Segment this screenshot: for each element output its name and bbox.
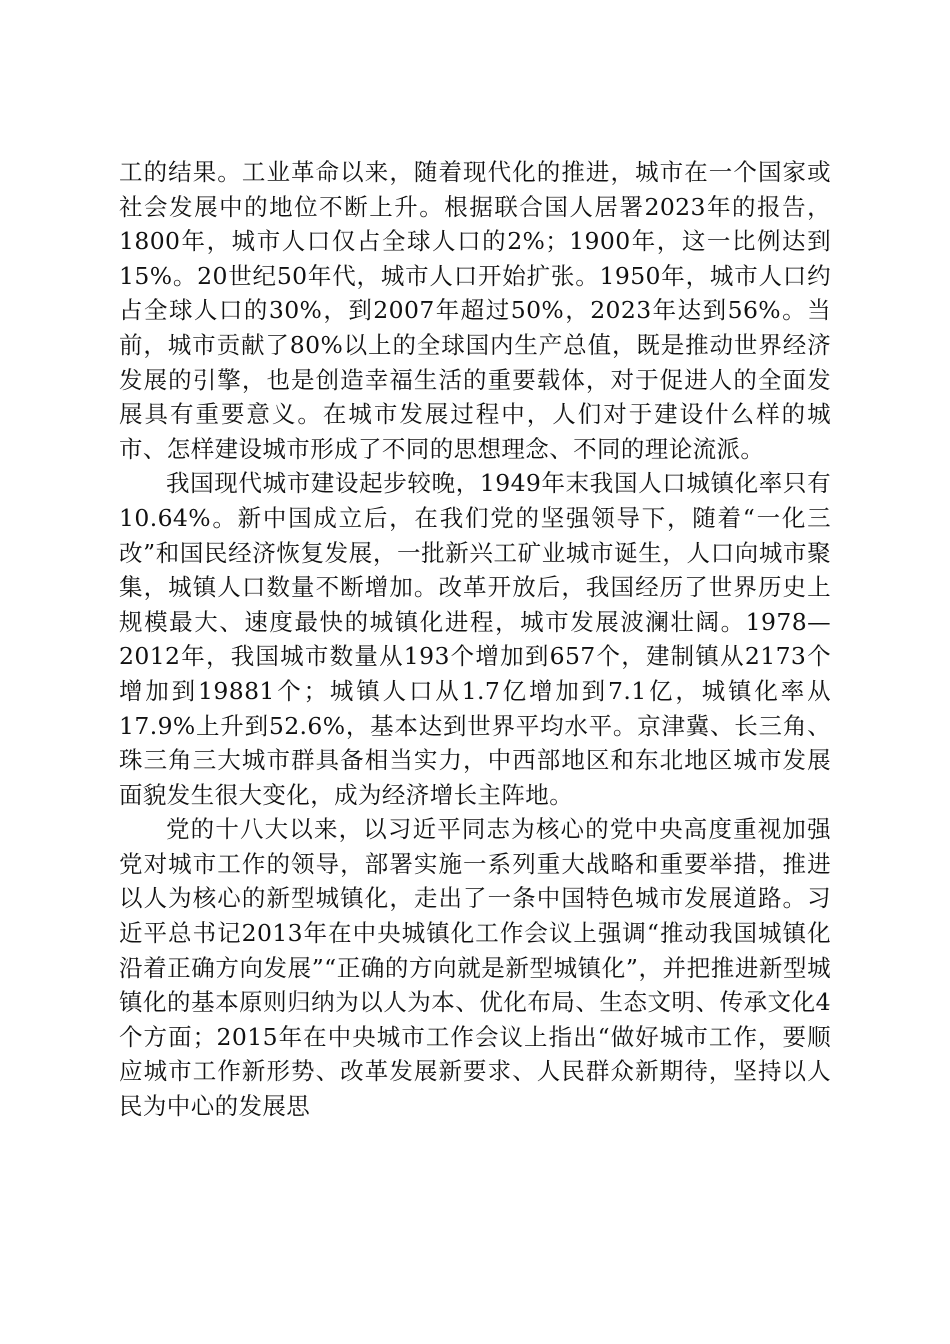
- paragraph-3: 党的十八大以来，以习近平同志为核心的党中央高度重视加强党对城市工作的领导，部署实施一系列重大战略和重要举措，推进以人为核心的新型城镇化，走出了一条中国特色城市发展道路。习近平总书记2013年在中央城镇化工作会议上强调“推动我国城镇化沿着正确方向发展”“正确的方向就是新型城镇化”，并把推进新型城镇化的基本原则归纳为以人为本、优化布局、生态文明、传承文化4个方面；2015年在中央城市工作会议上指出“做好城市工作，要顺应城市工作新形势、改革发展新要求、人民群众新期待，坚持以人民为中心的发展思: [119, 815, 831, 1121]
- document-body: [119, 155, 831, 1124]
- paragraph-2: 我国现代城市建设起步较晚，1949年末我国人口城镇化率只有10.64%。新中国成立后，在我们党的坚强领导下，随着“一化三改”和国民经济恢复发展，一批新兴工矿业城市诞生，人口向城市聚集，城镇人口数量不断增加。改革开放后，我国经历了世界历史上规模最大、速度最快的城镇化进程，城市发展波澜壮阔。1978—2012年，我国城市数量从193个增加到657个，建制镇从2173个增加到19881个；城镇人口从1.7亿增加到7.1亿，城镇化率从17.9%上升到52.6%，基本达到世界平均水平。京津冀、长三角、珠三角三大城市群具备相当实力，中西部地区和东北地区城市发展面貌发生很大变化，成为经济增长主阵地。: [119, 469, 831, 809]
- paragraph-1: 工的结果。工业革命以来，随着现代化的推进，城市在一个国家或社会发展中的地位不断上升。根据联合国人居署2023年的报告，1800年，城市人口仅占全球人口的2%；1900年，这一比例达到15%。20世纪50年代，城市人口开始扩张。1950年，城市人口约占全球人口的30%，到2007年超过50%，2023年达到56%。当前，城市贡献了80%以上的全球国内生产总值，既是推动世界经济发展的引擎，也是创造幸福生活的重要载体，对于促进人的全面发展具有重要意义。在城市发展过程中，人们对于建设什么样的城市、怎样建设城市形成了不同的思想理念、不同的理论流派。: [119, 158, 831, 463]
